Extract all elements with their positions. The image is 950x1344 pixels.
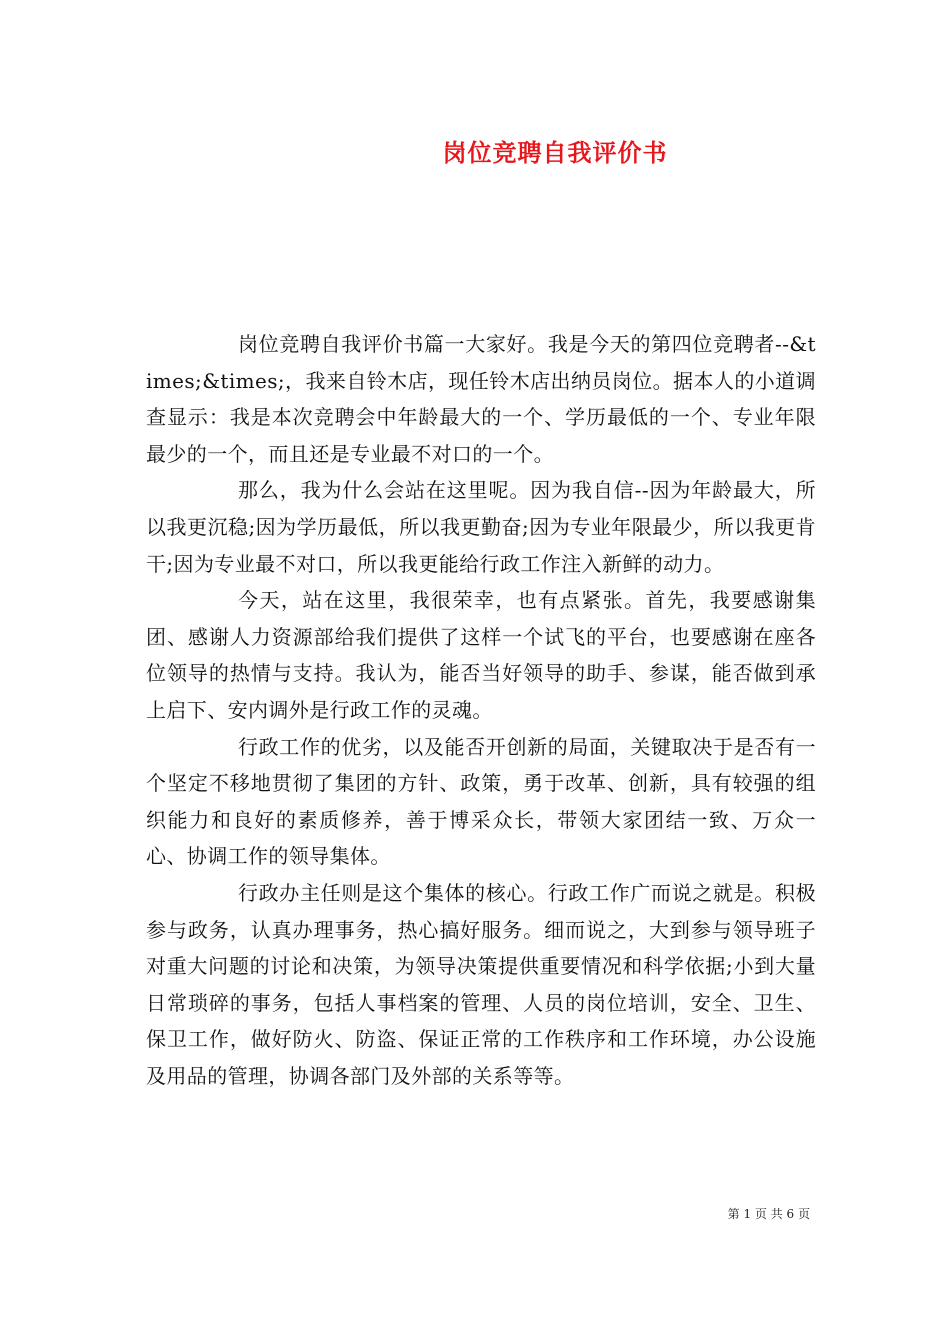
paragraph: 那么，我为什么会站在这里呢。因为我自信--因为年龄最大，所以我更沉稳;因为学历最低，所以我更勤奋;因为专业年限最少，所以我更肯干;因为专业最不对口，所以我更能给行政工作注入新鲜的动力。: [146, 478, 816, 576]
paragraph: 行政办主任则是这个集体的核心。行政工作广而说之就是。积极参与政务，认真办理事务，热心搞好服务。细而说之，大到参与领导班子对重大问题的讨论和决策，为领导决策提供重要情况和科学依据;小到大量日常琐碎的事务，包括人事档案的管理、人员的岗位培训，安全、卫生、保卫工作，做好防火、防盗、保证正常的工作秩序和工作环境，办公设施及用品的管理，协调各部门及外部的关系等等。: [146, 880, 816, 1088]
paragraph: 岗位竞聘自我评价书篇一大家好。我是今天的第四位竞聘者--&times;&times;，我来自铃木店，现任铃木店出纳员岗位。据本人的小道调查显示：我是本次竞聘会中年龄最大的一个、学历最低的一个、专业年限最少的一个，而且还是专业最不对口的一个。: [146, 332, 816, 466]
paragraph: 今天，站在这里，我很荣幸，也有点紧张。首先，我要感谢集团、感谢人力资源部给我们提供了这样一个试飞的平台，也要感谢在座各位领导的热情与支持。我认为，能否当好领导的助手、参谋，能否做到承上启下、安内调外是行政工作的灵魂。: [146, 588, 816, 722]
document-title: 岗位竞聘自我评价书: [442, 138, 668, 167]
document-body: [146, 326, 816, 1094]
paragraph: 行政工作的优劣，以及能否开创新的局面，关键取决于是否有一个坚定不移地贯彻了集团的方针、政策，勇于改革、创新，具有较强的组织能力和良好的素质修养，善于博采众长，带领大家团结一致、万众一心、协调工作的领导集体。: [146, 734, 816, 869]
page-number: 第 1 页 共 6 页: [727, 1207, 810, 1221]
